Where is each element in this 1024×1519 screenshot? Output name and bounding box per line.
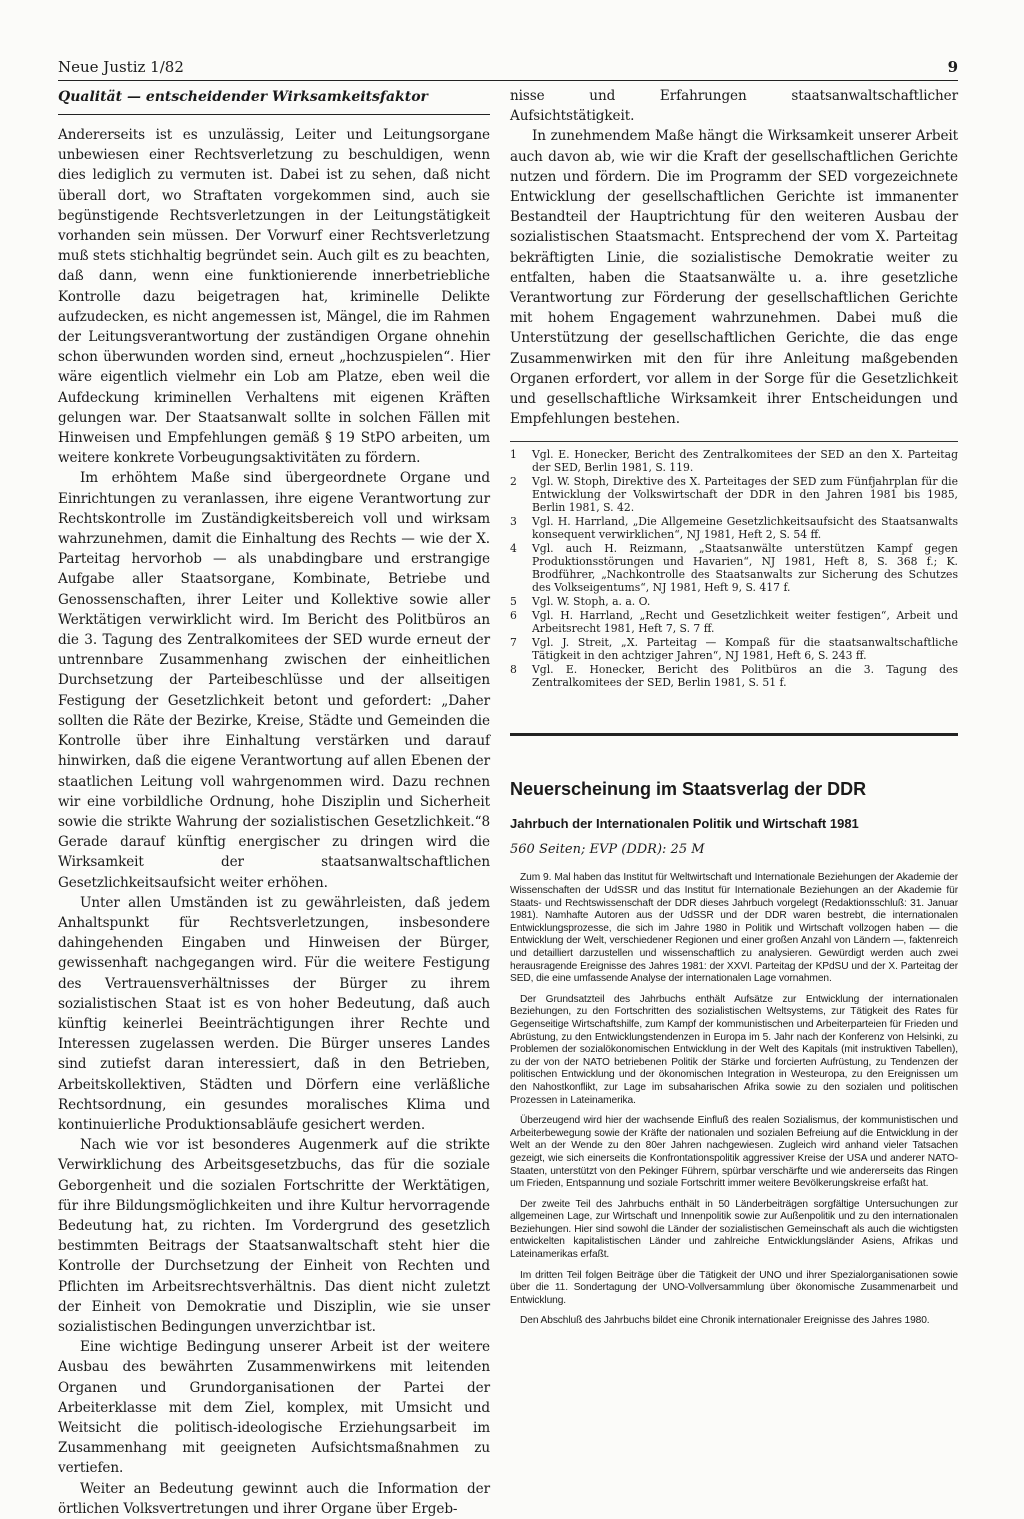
book-announcement — [510, 776, 958, 1328]
footnote: 2 Vgl. W. Stoph, Direktive des X. Parteitages der SED zum Fünfjahrplan für die Entwicklung der Volkswirtschaft der DDR in den Jahren 1981 bis 1985, Berlin 1981, S. 42. — [510, 475, 958, 515]
footnote-rule — [510, 441, 958, 442]
header-rule — [58, 80, 958, 81]
book-info: 560 Seiten; EVP (DDR): 25 M — [510, 842, 705, 858]
book-title: Jahrbuch der Internationalen Politik und Wirtschaft 1981 — [510, 816, 859, 832]
footnote: 8 Vgl. E. Honecker, Bericht des Politbüros an die 3. Tagung des Zentralkomitees der SED, Berlin 1981, S. 51 f. — [510, 663, 958, 690]
footnote: 5 Vgl. W. Stoph, a. a. O. — [510, 595, 651, 609]
running-title: Qualität — entscheidender Wirksamkeitsfaktor — [58, 89, 428, 105]
left-column — [58, 86, 490, 1519]
paragraph: Weiter an Bedeutung gewinnt auch die Information der örtlichen Volksvertretungen und ihrer Organe über Ergeb- — [58, 1480, 490, 1517]
footnote: 7 Vgl. J. Streit, „X. Parteitag — Kompaß für die staatsanwaltschaftliche Tätigkeit in den achtziger Jahren“, NJ 1981, Heft 6, S. 243 ff. — [510, 636, 958, 663]
footnote: 4 Vgl. auch H. Reizmann, „Staatsanwälte unterstützen Kampf gegen Produktionsstörungen und Havarien“, NJ 1981, Heft 8, S. 368 f.; K. Brodführer, „Nachkontrolle des Staatsanwalts zur Sicherung des Schutzes des Volkseigentums“, NJ 1981, Heft 9, S. 417 f. — [510, 542, 958, 595]
footnotes — [510, 448, 958, 689]
announcement-title: Neuerscheinung im Staatsverlag der DDR — [510, 779, 867, 800]
journal-issue: Neue Justiz 1/82 — [58, 58, 184, 76]
announcement-paragraph: Im dritten Teil folgen Beiträge über die Tätigkeit der UNO und ihrer Spezialorganisationen sowie über die 11. Sondertagung der UNO-Vollversammlung über ökonomische Zusammenarbeit und Entwicklung. — [510, 1269, 958, 1306]
announcement-paragraph: Den Abschluß des Jahrbuchs bildet eine Chronik internationaler Ereignisse des Jahres 1980. — [520, 1315, 930, 1327]
section-separator — [510, 733, 958, 736]
announcement-paragraph: Überzeugend wird hier der wachsende Einfluß des realen Sozialismus, der kommunistischen und Arbeiterbewegung sowie der Kräfte der nationalen und sozialen Befreiung auf die Entwicklung in der Welt an der Wende zu den 80er Jahren nachgewiesen. Zugleich wird anhand vieler Tatsachen gezeigt, wie sich einerseits die Konfrontationspolitik aggressiver Kreise der USA und anderer NATO-Staaten, unterstützt von den Pekinger Führern, spürbar verschärfte und wie andererseits das Ringen um Frieden, Entspannung und soziale Fortschritt immer weitere Bevölkerungskreise erfaßt hat. — [510, 1115, 958, 1190]
page-number: 9 — [947, 58, 958, 76]
paragraph: Andererseits ist es unzulässig, Leiter und Leitungsorgane unbewiesen einer Rechtsverletzung zu beschuldigen, wenn dies lediglich zu vermuten ist. Dabei ist zu sehen, daß nicht überall dort, wo Straftaten vorgekommen sind, auch sie begünstigende Rechtsverletzungen in der Leitungstätigkeit vorhanden sein müssen. Der Vorwurf einer Rechtsverletzung muß stets stichhaltig begründet sein. Auch gilt es zu beachten, daß dann, wenn eine funktionierende innerbetriebliche Kontrolle dazu beigetragen hat, kriminelle Delikte aufzudecken, es nicht angemessen ist, Mängel, die im Rahmen der Leitungsverantwortung der zuständigen Organe ohnehin schon überwunden worden sind, erneut „hochzuspielen“. Hier wäre eigentlich vielmehr ein Lob am Platze, eben weil die Aufdeckung kriminellen Verhaltens mit eigenen Kräften gelungen war. Der Staatsanwalt sollte in solchen Fällen mit Hinweisen und Empfehlungen gemäß § 19 StPO arbeiten, um weitere konkrete Vorbeugungsaktivitäten zu fördern. — [58, 127, 490, 467]
footnote: 1 Vgl. E. Honecker, Bericht des Zentralkomitees der SED an den X. Parteitag der SED, Berlin 1981, S. 119. — [510, 448, 958, 475]
paragraph: Im erhöhtem Maße sind übergeordnete Organe und Einrichtungen zu veranlassen, ihre eigene Verantwortung zur Rechtskontrolle im Zuständigkeitsbereich voll und wirksam wahrzunehmen, damit die Einhaltung des Rechts — wie der X. Parteitag hervorhob — als unabdingbare und erstrangige Aufgabe aller Staatsorgane, Kombinate, Betriebe und Genossenschaften, ihrer Leiter und Kollektive sowie aller Werktätigen verwirklicht wird. Im Bericht des Politbüros an die 3. Tagung des Zentralkomitees der SED wurde erneut der untrennbare Zusammenhang zwischen der einheitlichen Durchsetzung der Parteibeschlüsse und der allseitigen Festigung der Gesetzlichkeit betont und gefordert: „Daher sollten die Räte der Bezirke, Kreise, Städte und Gemeinden die Kontrolle über ihre Einhaltung verstärken und darauf hinwirken, daß die eigene Verantwortung auf allen Ebenen der staatlichen Leitung voll wahrgenommen wird. Dazu rechnen wir eine vorbildliche Ordnung, hohe Disziplin und Sicherheit sowie die strikte Wahrung der sozialistischen Gesetzlichkeit.“8 Gerade darauf künftig energischer zu dringen wird die Wirksamkeit der staatsanwaltschaftlichen Gesetzlichkeitsaufsicht weiter erhöhen. — [58, 470, 490, 891]
announcement-paragraph: Der Grundsatzteil des Jahrbuchs enthält Aufsätze zur Entwicklung der internationalen Beziehungen, zu den Fortschritten des sozialistischen Weltsystems, zur Tätigkeit des Rates für Gegenseitige Wirtschaftshilfe, zum Kampf der kommunistischen und Arbeiterparteien für Frieden und Abrüstung, zu den Entwicklungstendenzen in Europa im 5. Jahr nach der Konferenz von Helsinki, zu Problemen der sozialökonomischen Entwicklung in der Welt des Kapitals (mit instruktiven Tabellen), zu der von der NATO betriebenen Politik der Stärke und forcierten Aufrüstung, zu Tendenzen der politischen Entwicklung und der ökonomischen Integration in Westeuropa, zu den Ereignissen um den Nahostkonflikt, zur Lage im subsaharischen Afrika sowie zu den sozialen und politischen Prozessen in Lateinamerika. — [510, 993, 958, 1106]
announcement-paragraph: Zum 9. Mal haben das Institut für Weltwirtschaft und Internationale Beziehungen der Akademie der Wissenschaften der UdSSR und das Institut für Internationale Beziehungen an der Akademie für Staats- und Rechtswissenschaft der DDR dieses Jahrbuch vorgelegt (Redaktionsschluß: 31. Januar 1981). Namhafte Autoren aus der UdSSR und der DDR waren bestrebt, die internationalen Entwicklungsprozesse, die sich im Jahre 1980 in Politik und Wirtschaft vollzogen haben — die Entwicklung der Welt, verschiedener Regionen und einer großen Anzahl von Ländern —, faktenreich und detailliert darzustellen und wissenschaftlich zu analysieren. Gewürdigt werden auch zwei herausragende Ereignisse des Jahres 1981: der XXVI. Parteitag der KPdSU und der X. Parteitag der SED, die eine umfassende Analyse der internationalen Lage vornahmen. — [510, 872, 958, 985]
paragraph: nisse und Erfahrungen staatsanwaltschaftlicher Aufsichtstätigkeit. — [510, 88, 958, 125]
paragraph: Eine wichtige Bedingung unserer Arbeit ist der weitere Ausbau des bewährten Zusammenwirkens mit leitenden Organen und Grundorganisationen der Partei der Arbeiterklasse mit dem Ziel, komplex, mit Umsicht und Weitsicht die politisch-ideologische Erziehungsarbeit im Zusammenhang mit geeigneten Aufsichtsmaßnahmen zu vertiefen. — [58, 1339, 490, 1477]
right-column — [510, 86, 958, 1336]
paragraph: Nach wie vor ist besonderes Augenmerk auf die strikte Verwirklichung des Arbeitsgesetzbuchs, das für die soziale Geborgenheit und die sozialen Fortschritte der Werktätigen, für ihre Bildungsmöglichkeiten und ihre Kultur hervorragende Bedeutung hat, zu richten. Im Vordergrund des gesetzlich bestimmten Beitrags der Staatsanwaltschaft steht hier die Kontrolle der Durchsetzung der Einheit von Rechten und Pflichten im Arbeitsrechtsverhältnis. Das dient nicht zuletzt der Einheit von Demokratie und Disziplin, wie sie unser sozialistischen Bedingungen unverzichtbar ist. — [58, 1137, 490, 1335]
footnote: 6 Vgl. H. Harrland, „Recht und Gesetzlichkeit weiter festigen“, Arbeit und Arbeitsrecht 1981, Heft 7, S. 7 ff. — [510, 609, 958, 636]
paragraph: Unter allen Umständen ist zu gewährleisten, daß jedem Anhaltspunkt für Rechtsverletzungen, insbesondere dahingehenden Eingaben und Hinweisen der Bürger, gewissenhaft nachgegangen wird. Für die weitere Festigung des Vertrauensverhältnisses der Bürger zu ihrem sozialistischen Staat ist es von hoher Bedeutung, daß auch künftig keinerlei Beeinträchtigungen ihrer Rechte und Interessen zugelassen werden. Die Bürger unseres Landes sind zutiefst daran interessiert, daß in den Betrieben, Arbeitskollektiven, Städten und Dörfern eine verläßliche Rechtsordnung, ein gesundes moralisches Klima und kontinuierliche Produktionsabläufe gesichert werden. — [58, 894, 490, 1133]
footnote: 3 Vgl. H. Harrland, „Die Allgemeine Gesetzlichkeitsaufsicht des Staatsanwalts konsequent verwirklichen“, NJ 1981, Heft 2, S. 54 ff. — [510, 515, 958, 542]
title-rule — [58, 114, 490, 115]
paragraph: In zunehmendem Maße hängt die Wirksamkeit unserer Arbeit auch davon ab, wie wir die Kraft der gesellschaftlichen Gerichte nutzen und fördern. Die im Programm der SED vorgezeichnete Entwicklung der gesellschaftlichen Gerichte ist immanenter Bestandteil der Hauptrichtung für den weiteren Ausbau der sozialistischen Staatsmacht. Entsprechend der vom X. Parteitag bekräftigten Linie, die sozialistische Demokratie weiter zu entfalten, haben die Staatsanwälte u. a. ihre gesetzliche Verantwortung zur Förderung der gesellschaftlichen Gerichte mit hohem Engagement wahrzunehmen. Dabei muß die Unterstützung der gesellschaftlichen Gerichte, die das enge Zusammenwirken mit den für ihre Anleitung maßgebenden Organen erfordert, vor allem in der Sorge für die Gesetzlichkeit und gesellschaftliche Wirksamkeit ihrer Entscheidungen und Empfehlungen bestehen. — [510, 128, 958, 428]
announcement-paragraph: Der zweite Teil des Jahrbuchs enthält in 50 Länderbeiträgen sorgfältige Untersuchungen zur allgemeinen Lage, zur Wirtschaft und Innenpolitik sowie zur Außenpolitik und zu den internationalen Beziehungen. Hier sind sowohl die Länder der sozialistischen Gemeinschaft als auch die wichtigsten entwickelten kapitalistischen Länder und zahlreiche Entwicklungsländer Asiens, Afrikas und Lateinamerikas erfaßt. — [510, 1198, 958, 1261]
page-header — [58, 56, 958, 78]
